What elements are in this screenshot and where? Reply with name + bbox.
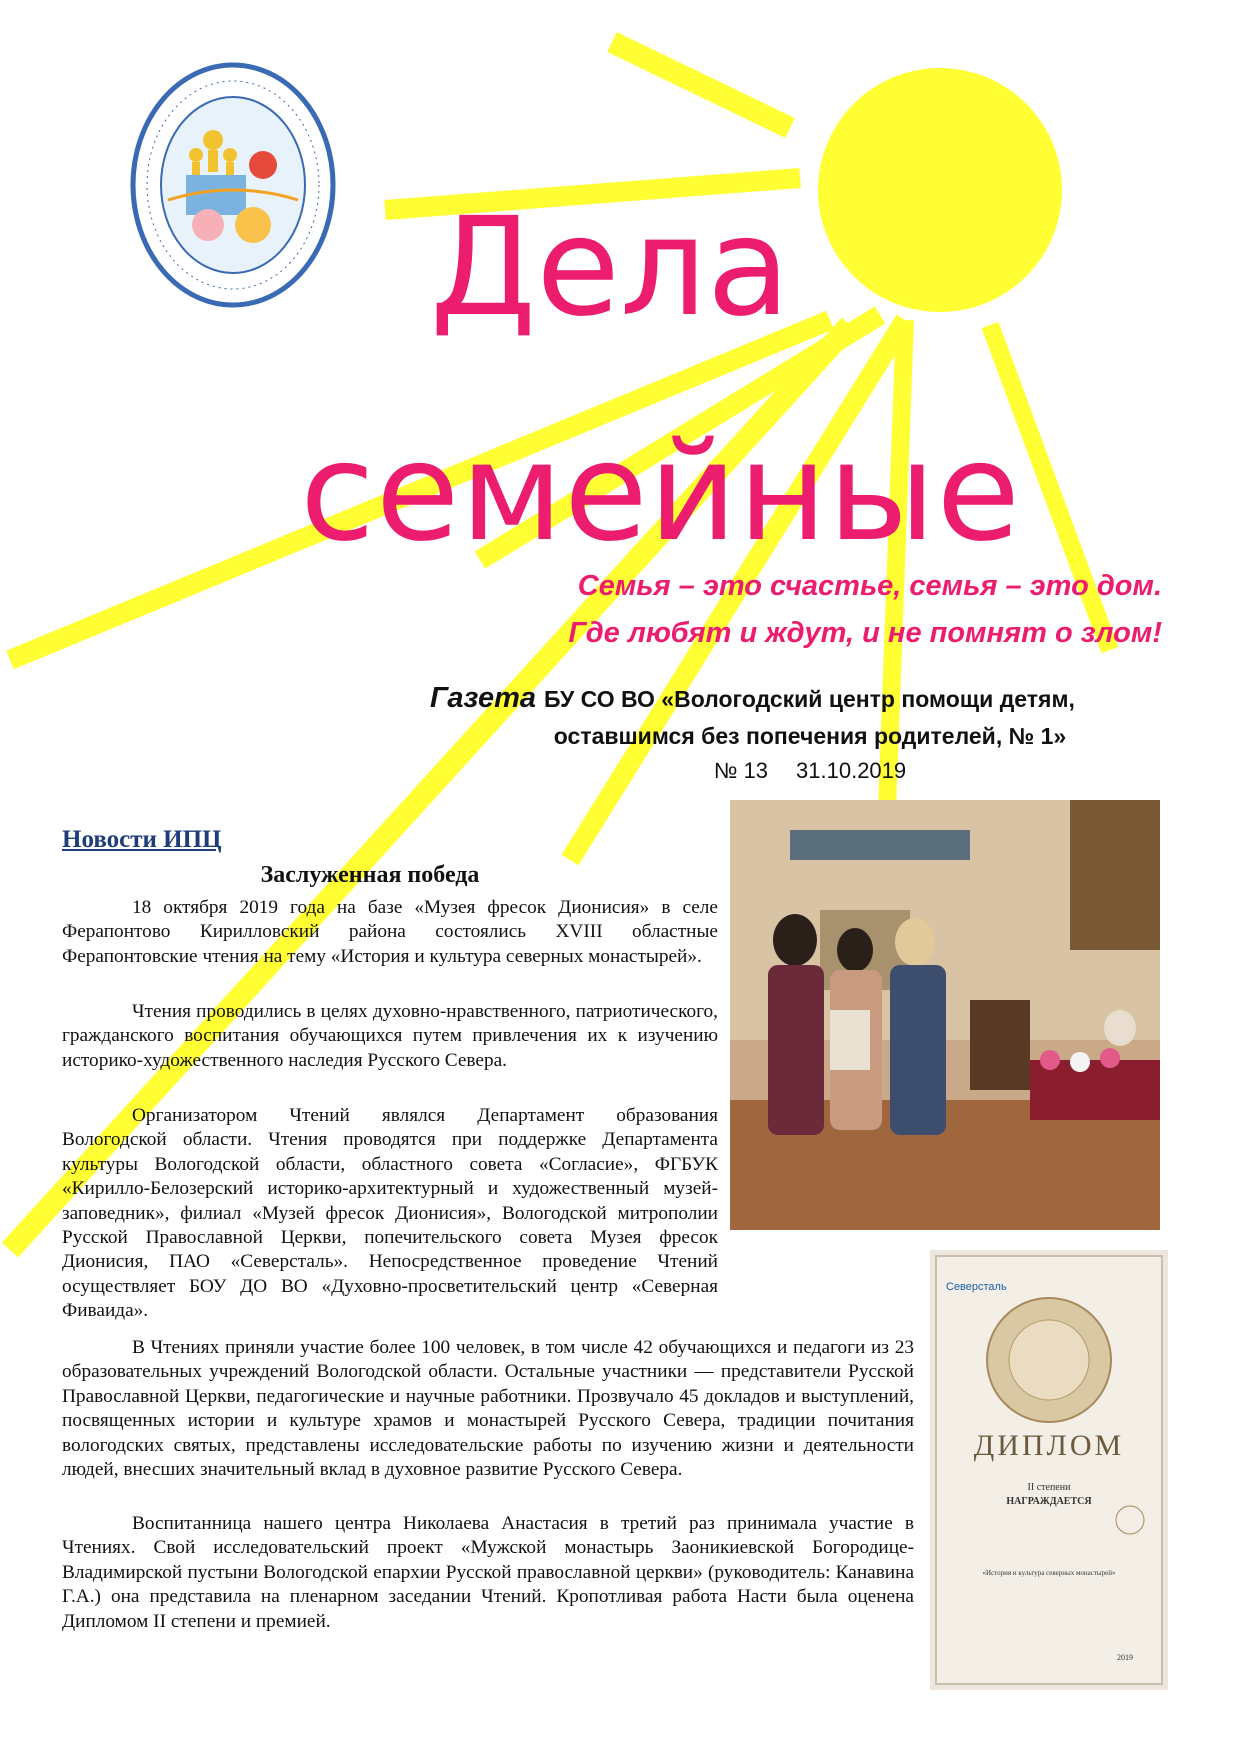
slogan-line-1: Семья – это счастье, семья – это дом. (577, 570, 1162, 602)
issue-date: 31.10.2019 (796, 758, 907, 783)
section-title: Новости ИПЦ (62, 826, 222, 853)
diploma-brand: Северсталь (946, 1281, 1007, 1293)
diploma-image (930, 1250, 1168, 1690)
issue-number: № 13 (713, 758, 769, 783)
orphanage-emblem-icon (128, 60, 338, 310)
slogan-line-2: Где любят и ждут, и не помнят о злом! (568, 617, 1162, 649)
article-paragraph: Чтения проводились в целях духовно-нравственного, патриотического, гражданского воспитания обучающихся путем привлечения их к изучению историко-художественного наследия Русского Севера. (62, 1001, 718, 1071)
article-paragraph: 18 октября 2019 года на базе «Музея фресок Дионисия» в селе Ферапонтово Кирилловский района состоялись XVIII областные Ферапонтовские чтения на тему «История и культура северных монастырей». (62, 897, 718, 967)
article-title: Заслуженная победа (260, 862, 480, 888)
newspaper-title-line-2: семейные (300, 414, 1022, 572)
publisher-name: БУ СО ВО «Вологодский центр помощи детям, (544, 686, 1075, 712)
issue-info (430, 758, 1190, 784)
publisher-line-2: оставшимся без попечения родителей, № 1» (553, 723, 1067, 749)
newspaper-title-line-1: Дела (430, 189, 791, 347)
publisher-line-1 (430, 682, 1190, 715)
diploma-awarded: НАГРАЖДАЕТСЯ (1006, 1496, 1092, 1507)
article-paragraph: В Чтениях приняли участие более 100 человек, в том числе 42 обучающихся и педагоги из 23 образовательных учреждений Вологодской области. Остальные участники — представители Русской Православной Церкви, педагогические и научные работники. Прозвучало 45 докладов и выступлений, посвященных истории и культуре храмов и монастырей Русского Севера, традиции почитания вологодских святых, представлены исследовательские работы по изучению жизни и деятельности людей, внесших значительный вклад в духовное развитие Русского Севера. (62, 1337, 914, 1481)
organization-logo (128, 60, 338, 310)
article-paragraph: Организатором Чтений являлся Департамент образования Вологодской области. Чтения проводятся при поддержке Департамента культуры Вологодской области, областного совета «Согласие», ФГБУК «Кирилло-Белозерский историко-архитектурный и художественный музей-заповедник», филиал «Музей фресок Дионисия», Вологодской митрополии Русской Православной Церкви, попечительского совета Музея фресок Дионисия, ПАО «Северсталь». Непосредственное проведение Чтений осуществляет БОУ ДО ВО «Духовно-просветительский центр «Северная Фиваида». (62, 1105, 718, 1322)
event-photo (730, 800, 1160, 1230)
event-group-photo-icon (730, 800, 1160, 1230)
diploma-icon (930, 1250, 1168, 1690)
newspaper-label: Газета (430, 682, 537, 714)
diploma-event: «История и культура северных монастырей» (982, 1569, 1116, 1577)
diploma-degree: II степени (1027, 1482, 1071, 1493)
article-paragraph: Воспитанница нашего центра Николаева Анастасия в третий раз принимала участие в Чтениях. Свой исследовательский проект «Мужской монастырь Заоникиевской Богородице-Владимирской пустыни Вологодской епархии Русской православной церкви» (руководитель: Канавина Г.А.) она представила на пленарном заседании Чтений. Кропотливая работа Насти была оценена Дипломом II степени и премией. (62, 1513, 914, 1632)
sun-circle (818, 68, 1062, 312)
diploma-year: 2019 (1117, 1653, 1133, 1662)
diploma-heading: ДИПЛОМ (973, 1429, 1125, 1462)
